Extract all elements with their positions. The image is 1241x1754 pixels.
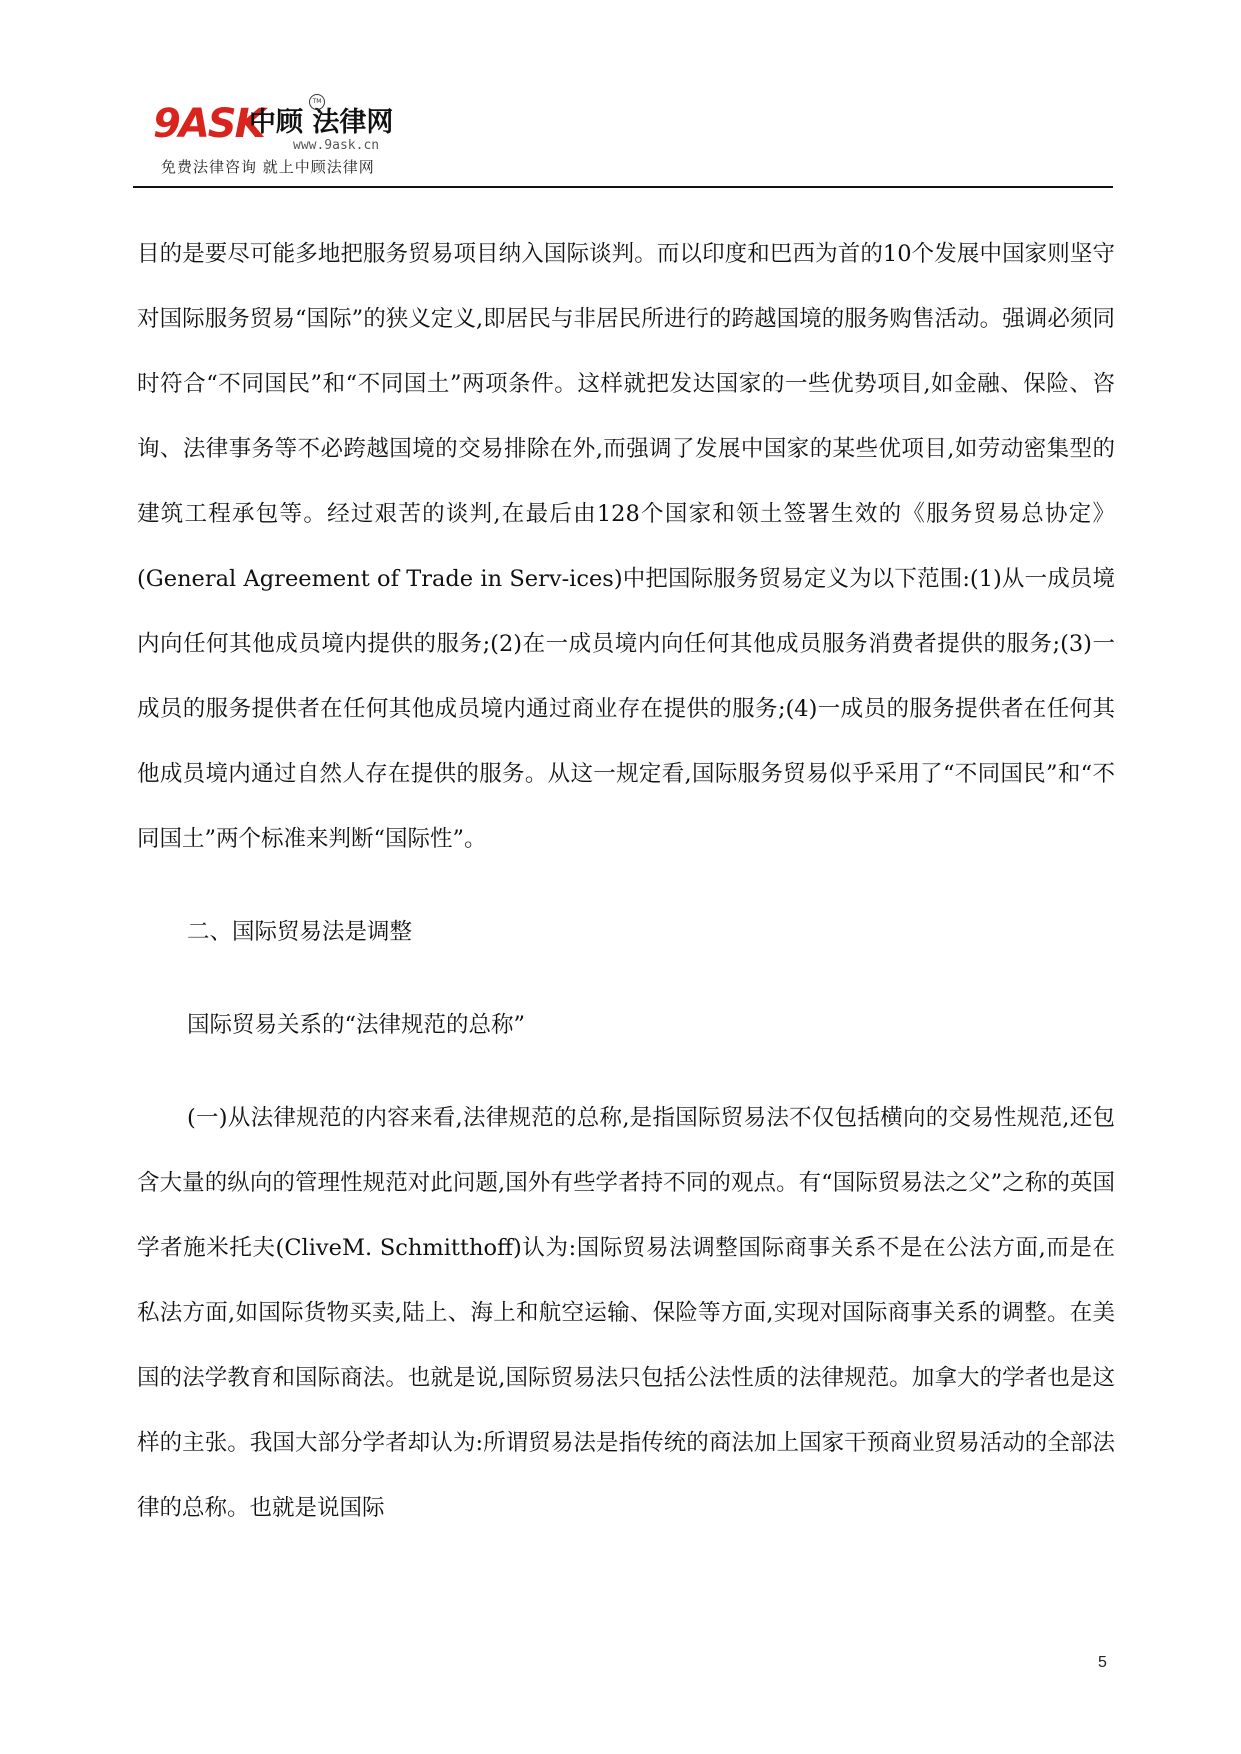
trademark-icon: TM xyxy=(309,94,325,110)
page-number: 5 xyxy=(1098,1654,1107,1671)
page-header xyxy=(133,92,1113,188)
logo-slogan: 免费法律咨询 就上中顾法律网 xyxy=(161,158,375,176)
logo-name: 中顾 法律网 xyxy=(249,107,394,138)
header-divider xyxy=(133,186,1113,188)
logo-mark: 9ASK xyxy=(153,101,264,147)
logo-url: www.9ask.cn xyxy=(293,138,380,153)
section-heading-line-2: 国际贸易关系的“法律规范的总称” xyxy=(187,1012,526,1038)
paragraph-1: 目的是要尽可能多地把服务贸易项目纳入国际谈判。而以印度和巴西为首的10个发展中国家则坚守对国际服务贸易“国际”的狭义定义,即居民与非居民所进行的跨越国境的服务购售活动。强调必须同时符合“不同国民”和“不同国土”两项条件。这样就把发达国家的一些优势项目,如金融、保险、咨询、法律事务等不必跨越国境的交易排除在外,而强调了发展中国家的某些优项目,如劳动密集型的建筑工程承包等。经过艰苦的谈判,在最后由128个国家和领土签署生效的《服务贸易总协定》(General Agreement of Trade in Serv-ices)中把国际服务贸易定义为以下范围:(1)从一成员境内向任何其他成员境内提供的服务;(2)在一成员境内向任何其他成员服务消费者提供的服务;(3)一成员的服务提供者在任何其他成员境内通过商业存在提供的服务;(4)一成员的服务提供者在任何其他成员境内通过自然人存在提供的服务。从这一规定看,国际服务贸易似乎采用了“不同国民”和“不同国土”两个标准来判断“国际性”。 xyxy=(137,241,1115,852)
body-text xyxy=(137,222,1115,1541)
paragraph-2: (一)从法律规范的内容来看,法律规范的总称,是指国际贸易法不仅包括横向的交易性规范,还包含大量的纵向的管理性规范对此问题,国外有些学者持不同的观点。有“国际贸易法之父”之称的英国学者施米托夫(CliveM. Schmitthoff)认为:国际贸易法调整国际商事关系不是在公法方面,而是在私法方面,如国际货物买卖,陆上、海上和航空运输、保险等方面,实现对国际商事关系的调整。在美国的法学教育和国际商法。也就是说,国际贸易法只包括公法性质的法律规范。加拿大的学者也是这样的主张。我国大部分学者却认为:所谓贸易法是指传统的商法加上国家干预商业贸易活动的全部法律的总称。也就是说国际 xyxy=(137,1105,1115,1521)
site-logo xyxy=(153,92,413,182)
section-heading-line-1: 二、国际贸易法是调整 xyxy=(187,919,413,945)
